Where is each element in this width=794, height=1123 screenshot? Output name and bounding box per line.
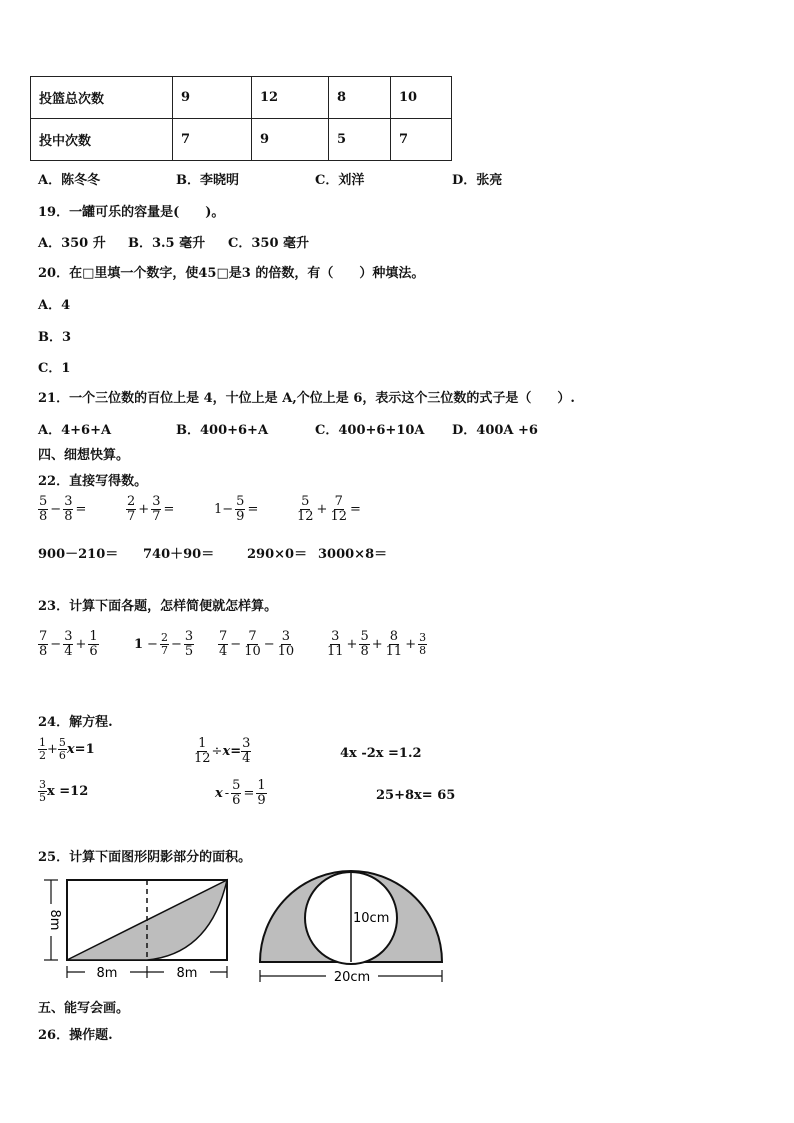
q22-expr-4: $\frac{5}{12}$ + $\frac{7}{12}$ =	[297, 494, 361, 525]
q24-eq-4-tail: x =12	[47, 784, 89, 800]
q19-option-b: B．3.5 毫升	[128, 236, 206, 251]
q22-calc-1: 900－210＝	[38, 547, 119, 562]
q18-option-d: D．张亮	[452, 173, 503, 188]
q21-option-d: D．400A +6	[452, 423, 538, 438]
table-cell: 7	[391, 119, 452, 161]
q23-expr-4: $\frac{3}{11}$ + $\frac{5}{8}$ + $\frac{8}{11}$ + $\frac{3}{8}$	[327, 629, 427, 660]
table-cell: 7	[173, 119, 252, 161]
q21-option-b: B．400+6+A	[176, 423, 269, 438]
q19-option-c: C．350 毫升	[228, 236, 310, 251]
q22-calc-3: 290×0＝	[247, 547, 308, 562]
fig1-side-label: 8m	[47, 909, 62, 931]
q21-option-a: A．4+6+A	[38, 423, 112, 438]
fig2-base-label: 20cm	[333, 970, 371, 985]
q18-option-c: C．刘洋	[315, 173, 365, 188]
fig1-bottom-right-label: 8m	[176, 966, 198, 981]
q23-expr-2: 1 − $\frac{2}{7}$ − $\frac{3}{5}$	[134, 629, 194, 660]
q19-option-a: A．350 升	[38, 236, 106, 251]
q18-option-b: B．李晓明	[176, 173, 239, 188]
q24-eq-1: $\frac{1}{2}$ + $\frac{5}{6}$ x=1	[39, 736, 95, 763]
q22-expr-2: $\frac{2}{7}$ + $\frac{3}{7}$ =	[127, 494, 175, 525]
rectangle-figure	[40, 874, 236, 984]
q22-expr-3: 1− $\frac{5}{9}$ =	[214, 494, 259, 525]
section-heading: 五、能写会画。	[38, 1001, 130, 1016]
section-heading: 四、细想快算。	[38, 448, 130, 463]
q24-eq-2: $\frac{1}{12}$ ÷ x = $\frac{3}{4}$	[194, 736, 251, 767]
table-row	[31, 77, 452, 119]
q22-calc-2: 740＋90＝	[143, 547, 215, 562]
q20-option-c: C．1	[38, 361, 71, 376]
table-cell: 12	[252, 77, 329, 119]
table-cell: 投篮总次数	[31, 77, 173, 119]
table-cell: 10	[391, 77, 452, 119]
table-cell: 9	[173, 77, 252, 119]
table-row	[31, 119, 452, 161]
q22-calc-4: 3000×8＝	[318, 547, 388, 562]
q21-text: 21．一个三位数的百位上是 4，十位上是 A,个位上是 6，表示这个三位数的式子是（ ）.	[38, 391, 575, 406]
q23-expr-3: $\frac{7}{4}$ − $\frac{7}{10}$ − $\frac{3}{10}$	[219, 629, 295, 660]
q24-eq-6: 25+8x= 65	[376, 788, 456, 803]
q24-text: 24．解方程.	[38, 715, 113, 730]
q24-eq-5: x - $\frac{5}{6}$ = $\frac{1}{9}$	[215, 778, 266, 809]
fig1-bottom-left-label: 8m	[96, 966, 118, 981]
table-cell: 8	[329, 77, 391, 119]
q23-expr-1: $\frac{7}{8}$ − $\frac{3}{4}$ + $\frac{1}{6}$	[39, 629, 98, 660]
q21-option-c: C．400+6+10A	[315, 423, 425, 438]
q19-text: 19．一罐可乐的容量是( )。	[38, 205, 225, 220]
fig2-diameter-label: 10cm	[353, 911, 390, 926]
semicircle-figure	[254, 870, 450, 986]
table-cell: 5	[329, 119, 391, 161]
q18-option-a: A．陈冬冬	[38, 173, 101, 188]
q22-expr-1: $\frac{5}{8}$ − $\frac{3}{8}$ =	[39, 494, 87, 525]
q24-eq-4: $\frac{3}{5}$ x =12	[39, 778, 89, 805]
q24-eq-3: 4x -2x =1.2	[340, 746, 422, 761]
q20-option-b: B．3	[38, 330, 72, 345]
q20-text: 20．在□里填一个数字，使45□是3 的倍数，有（ ）种填法。	[38, 266, 425, 281]
q26-text: 26．操作题.	[38, 1028, 113, 1043]
q20-option-a: A．4	[38, 298, 71, 313]
q22-text: 22．直接写得数。	[38, 474, 148, 489]
score-table	[30, 76, 452, 161]
table-cell: 投中次数	[31, 119, 173, 161]
table-cell: 9	[252, 119, 329, 161]
q25-text: 25．计算下面图形阴影部分的面积。	[38, 850, 252, 865]
q23-text: 23．计算下面各题，怎样简便就怎样算。	[38, 599, 278, 614]
